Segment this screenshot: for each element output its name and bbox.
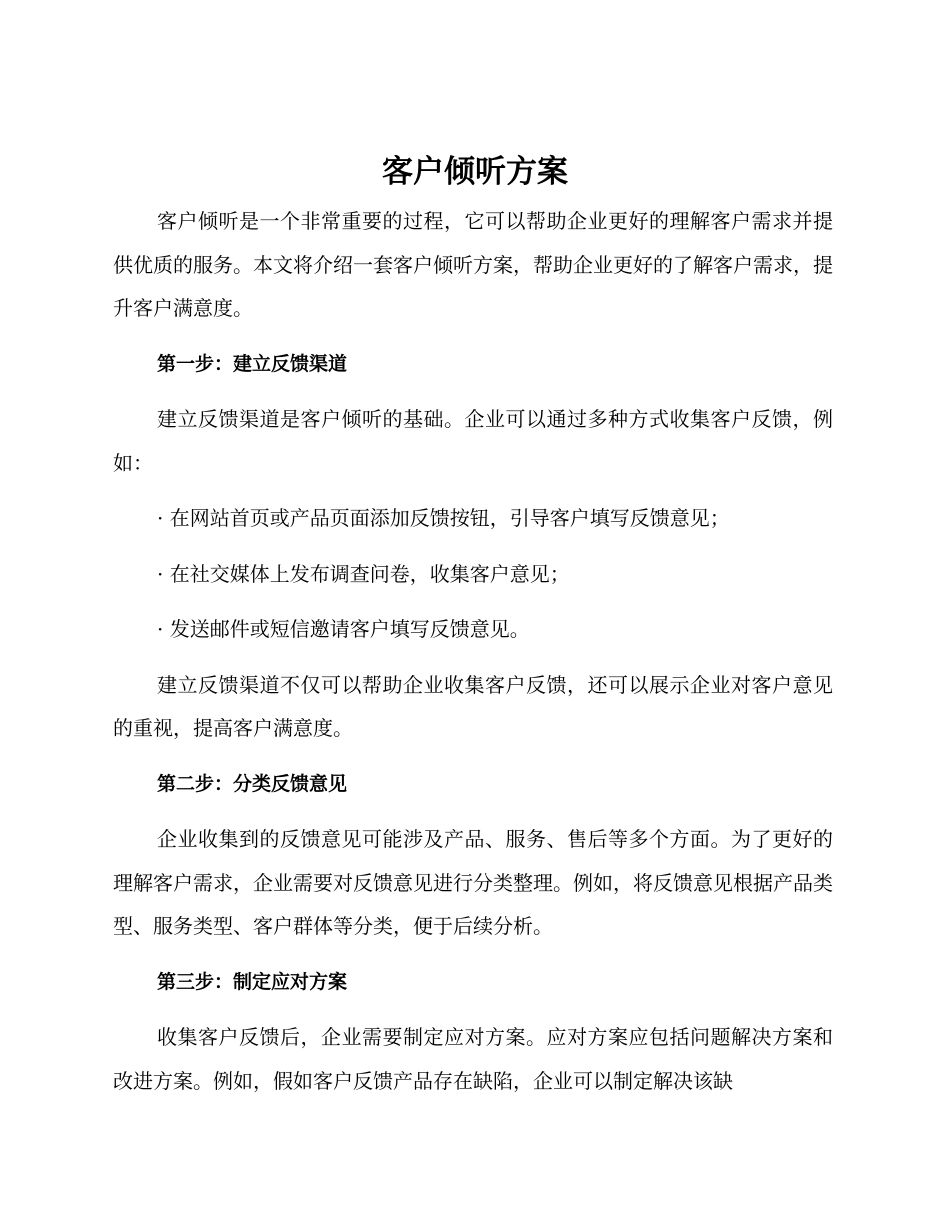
spacer — [113, 596, 833, 608]
step1-bullet-3: · 发送邮件或短信邀请客户填写反馈意见。 — [157, 617, 530, 641]
spacer — [113, 652, 833, 664]
spacer — [113, 949, 833, 961]
spacer — [113, 541, 833, 553]
spacer — [113, 331, 833, 343]
spacer — [113, 485, 833, 497]
document-body — [113, 200, 833, 1103]
step1-bullet-2: · 在社交媒体上发布调查问卷，收集客户意见； — [157, 561, 570, 586]
spacer — [113, 386, 833, 398]
document-title: 客户倾听方案 — [382, 154, 568, 190]
intro-paragraph: 客户倾听是一个非常重要的过程，它可以帮助企业更好的理解客户需求并提供优质的服务。本文将介绍一套客户倾听方案，帮助企业更好的了解客户需求，提升客户满意度。 — [113, 209, 833, 320]
step2-heading: 第二步：分类反馈意见 — [157, 772, 348, 795]
step1-paragraph: 建立反馈渠道是客户倾听的基础。企业可以通过多种方式收集客户反馈，例如： — [113, 407, 833, 475]
spacer — [113, 806, 833, 818]
step1-closing-paragraph: 建立反馈渠道不仅可以帮助企业收集客户反馈，还可以展示企业对客户意见的重视，提高客户满意度。 — [113, 672, 833, 740]
step1-bullet-1: · 在网站首页或产品页面添加反馈按钮，引导客户填写反馈意见； — [157, 506, 730, 530]
step1-heading: 第一步：建立反馈渠道 — [157, 352, 348, 375]
step3-paragraph: 收集客户反馈后，企业需要制定应对方案。应对方案应包括问题解决方案和改进方案。例如，假如客户反馈产品存在缺陷，企业可以制定解决该缺 — [113, 1025, 833, 1093]
spacer — [113, 751, 833, 763]
step3-heading: 第三步：制定应对方案 — [157, 970, 348, 993]
step2-paragraph: 企业收集到的反馈意见可能涉及产品、服务、售后等多个方面。为了更好的理解客户需求，企业需要对反馈意见进行分类整理。例如，将反馈意见根据产品类型、服务类型、客户群体等分类，便于后续分析。 — [113, 827, 833, 938]
spacer — [113, 1004, 833, 1016]
